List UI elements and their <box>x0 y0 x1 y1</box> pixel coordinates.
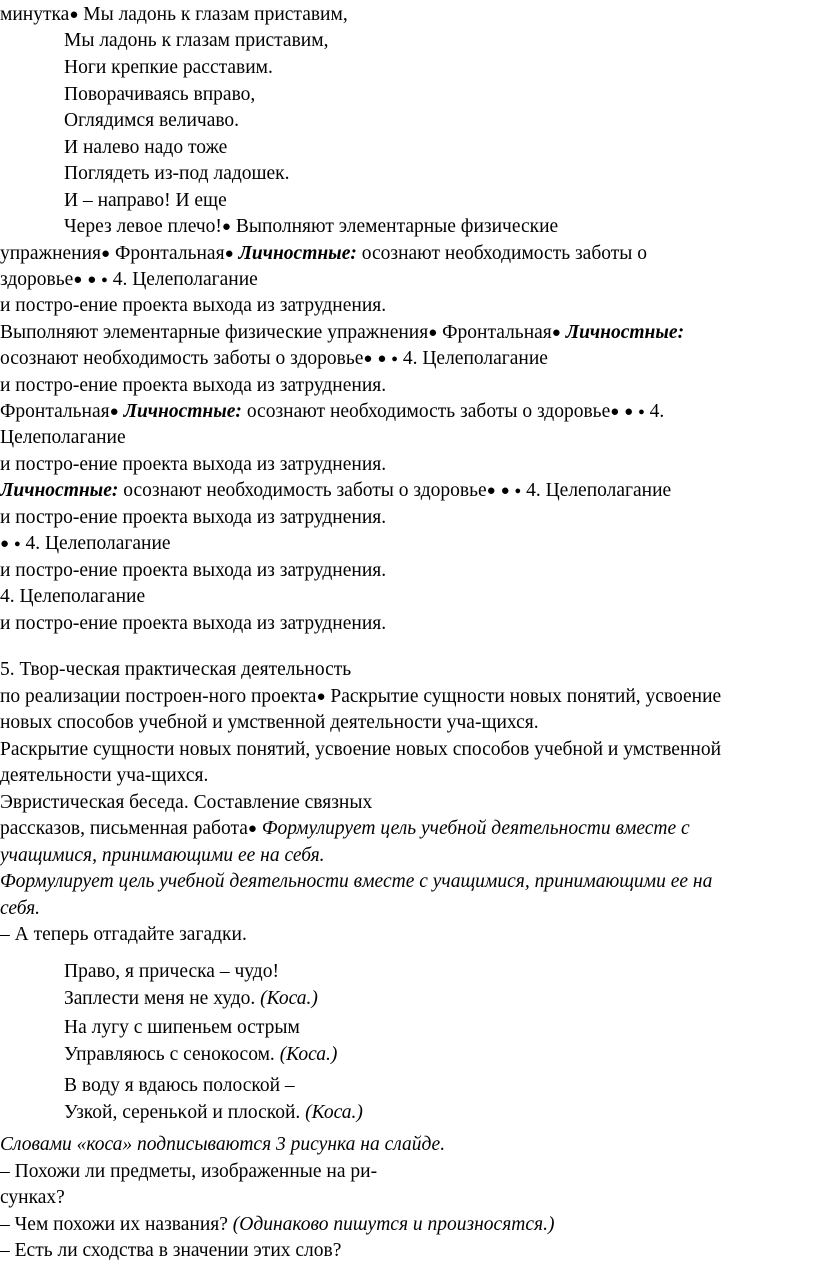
riddle-line: Право, я прическа – чудо! <box>64 961 279 982</box>
bullet: ● <box>500 483 510 499</box>
section-heading: 5. Твор-ческая практическая деятельность <box>0 659 352 680</box>
bullet: ● <box>224 246 234 262</box>
poem-line: Оглядимся величаво. <box>64 110 240 131</box>
label-bold-italic: Личностные: <box>565 322 685 343</box>
text-line <box>64 214 558 240</box>
poem-line: Мы ладонь к глазам приставим, <box>64 30 329 51</box>
riddle-line <box>64 986 318 1012</box>
text: Раскрытие сущности новых понятий, усвоение <box>325 686 722 707</box>
text: осознают необходимость заботы о здоровье <box>241 401 611 422</box>
riddle-line <box>64 1100 363 1126</box>
text: осознают необходимость заботы о здоровье <box>0 348 364 369</box>
poem-line: И налево надо тоже <box>64 137 228 158</box>
riddle-line: В воду я вдаюсь полоской – <box>64 1075 295 1096</box>
bullet: ● <box>87 272 97 288</box>
text-line <box>0 816 690 842</box>
bullet: ● <box>551 325 561 341</box>
riddle-line <box>64 1042 337 1068</box>
text-line: и постро-ение проекта выхода из затруднения. <box>0 295 387 316</box>
text: Фронтальная <box>110 243 225 264</box>
text: Выполняют элементарные физические <box>230 216 559 237</box>
text-line: новых способов учебной и умственной деятельности уча-щихся. <box>0 712 539 733</box>
text-line <box>0 399 664 425</box>
text-line: деятельности уча-щихся. <box>0 765 209 786</box>
bullet: ● <box>247 821 257 837</box>
bullet-small: ● <box>101 274 108 286</box>
text-line: и постро-ение проекта выхода из затруднения. <box>0 507 387 528</box>
bullet: ● <box>428 325 438 341</box>
text: Заплести меня не худо. <box>64 988 256 1009</box>
text-line <box>0 241 647 267</box>
bullet-small: ● <box>13 538 21 550</box>
text-line: и постро-ение проекта выхода из затруднения. <box>0 375 387 396</box>
text: Через левое плечо! <box>64 216 222 237</box>
text-line: Раскрытие сущности новых понятий, усвоение новых способов учебной и умственной <box>0 739 722 760</box>
text: 4. Целеполагание <box>397 348 548 369</box>
label-bold-italic: Личностные: <box>238 243 357 264</box>
text: Фронтальная <box>0 401 110 422</box>
text-line: 4. Целеполагание <box>0 586 146 607</box>
text: 4. Целеполагание <box>107 269 258 290</box>
bullet: ● <box>610 404 620 420</box>
bullet-small: ● <box>391 353 398 365</box>
text-line: – Есть ли сходства в значении этих слов? <box>0 1240 342 1261</box>
text-line <box>0 320 684 346</box>
bullet: ● <box>73 272 83 288</box>
text-line <box>0 346 548 372</box>
poem-line: Поворачиваясь вправо, <box>64 84 256 105</box>
text: упражнения <box>0 243 101 264</box>
riddle-answer: (Коса.) <box>279 1044 338 1065</box>
poem-line: Ноги крепкие расставим. <box>64 57 273 78</box>
text-italic: (Одинаково пишутся и произносятся.) <box>232 1214 555 1235</box>
text-line: и постро-ение проекта выхода из затруднения. <box>0 454 387 475</box>
bullet: ● <box>69 7 79 23</box>
text-line: и постро-ение проекта выхода из затруднения. <box>0 560 387 581</box>
bullet: ● <box>0 536 10 552</box>
text: осознают необходимость заботы о здоровье <box>118 480 487 501</box>
bullet: ● <box>101 246 111 262</box>
label-bold-italic: Личностные: <box>123 401 242 422</box>
text-line-italic: себя. <box>0 898 41 919</box>
bullet: ● <box>486 483 496 499</box>
text-line <box>0 267 258 293</box>
poem-line: И – направо! И еще <box>64 190 227 211</box>
text-line <box>0 478 671 504</box>
bullet: ● <box>363 351 373 367</box>
text-line <box>0 2 348 28</box>
text-line: – А теперь отгадайте загадки. <box>0 924 247 945</box>
text: по реализации построен-ного проекта <box>0 686 317 707</box>
text: Мы ладонь к глазам приставим, <box>78 4 348 25</box>
text: Выполняют элементарные физические упражнения <box>0 322 429 343</box>
bullet-small: ● <box>514 485 522 497</box>
bullet: ● <box>624 404 634 420</box>
bullet: ● <box>316 689 326 705</box>
bullet-small: ● <box>638 406 645 418</box>
label-bold-italic: Личностные: <box>0 480 119 501</box>
text-line-italic: учащимися, принимающими ее на себя. <box>0 845 325 866</box>
text-line: сунках? <box>0 1187 65 1208</box>
text-line-italic: Словами «коса» подписываются 3 рисунка на слайде. <box>0 1134 446 1155</box>
text-line: Целеполагание <box>0 427 126 448</box>
text-italic: Формулирует цель учебной деятельности вместе с <box>256 818 690 839</box>
text-line <box>0 531 171 557</box>
riddle-answer: (Коса.) <box>260 988 318 1009</box>
text-line <box>0 1212 554 1238</box>
text: 4. <box>644 401 665 422</box>
text: Узкой, сереньκой и плоской. <box>64 1102 301 1123</box>
text-line: и постро-ение проекта выхода из затруднения. <box>0 613 387 634</box>
text-line-italic: Формулирует цель учебной деятельности вместе с учащимися, принимающими ее на <box>0 871 713 892</box>
text: 4. Целеполагание <box>20 533 171 554</box>
text: 4. Целеполагание <box>521 480 672 501</box>
riddle-answer: (Коса.) <box>305 1102 363 1123</box>
riddle-line: На лугу с шипеньем острым <box>64 1017 300 1038</box>
bullet: ● <box>109 404 119 420</box>
text: – Чем похожи их названия? <box>0 1214 233 1235</box>
text: осознают необходимость заботы о <box>356 243 648 264</box>
text: минутка <box>0 4 70 25</box>
text-line <box>0 684 721 710</box>
bullet: ● <box>377 351 387 367</box>
text: здоровье <box>0 269 74 290</box>
text-line: – Похожи ли предметы, изображенные на ри- <box>0 1161 378 1182</box>
bullet: ● <box>221 219 231 235</box>
text: рассказов, письменная работа <box>0 818 248 839</box>
text: Управляюсь с сенокосом. <box>64 1044 275 1065</box>
text-line: Эвристическая беседа. Составление связных <box>0 792 373 813</box>
text: Фронтальная <box>437 322 552 343</box>
poem-line: Поглядеть из-под ладошек. <box>64 163 290 184</box>
